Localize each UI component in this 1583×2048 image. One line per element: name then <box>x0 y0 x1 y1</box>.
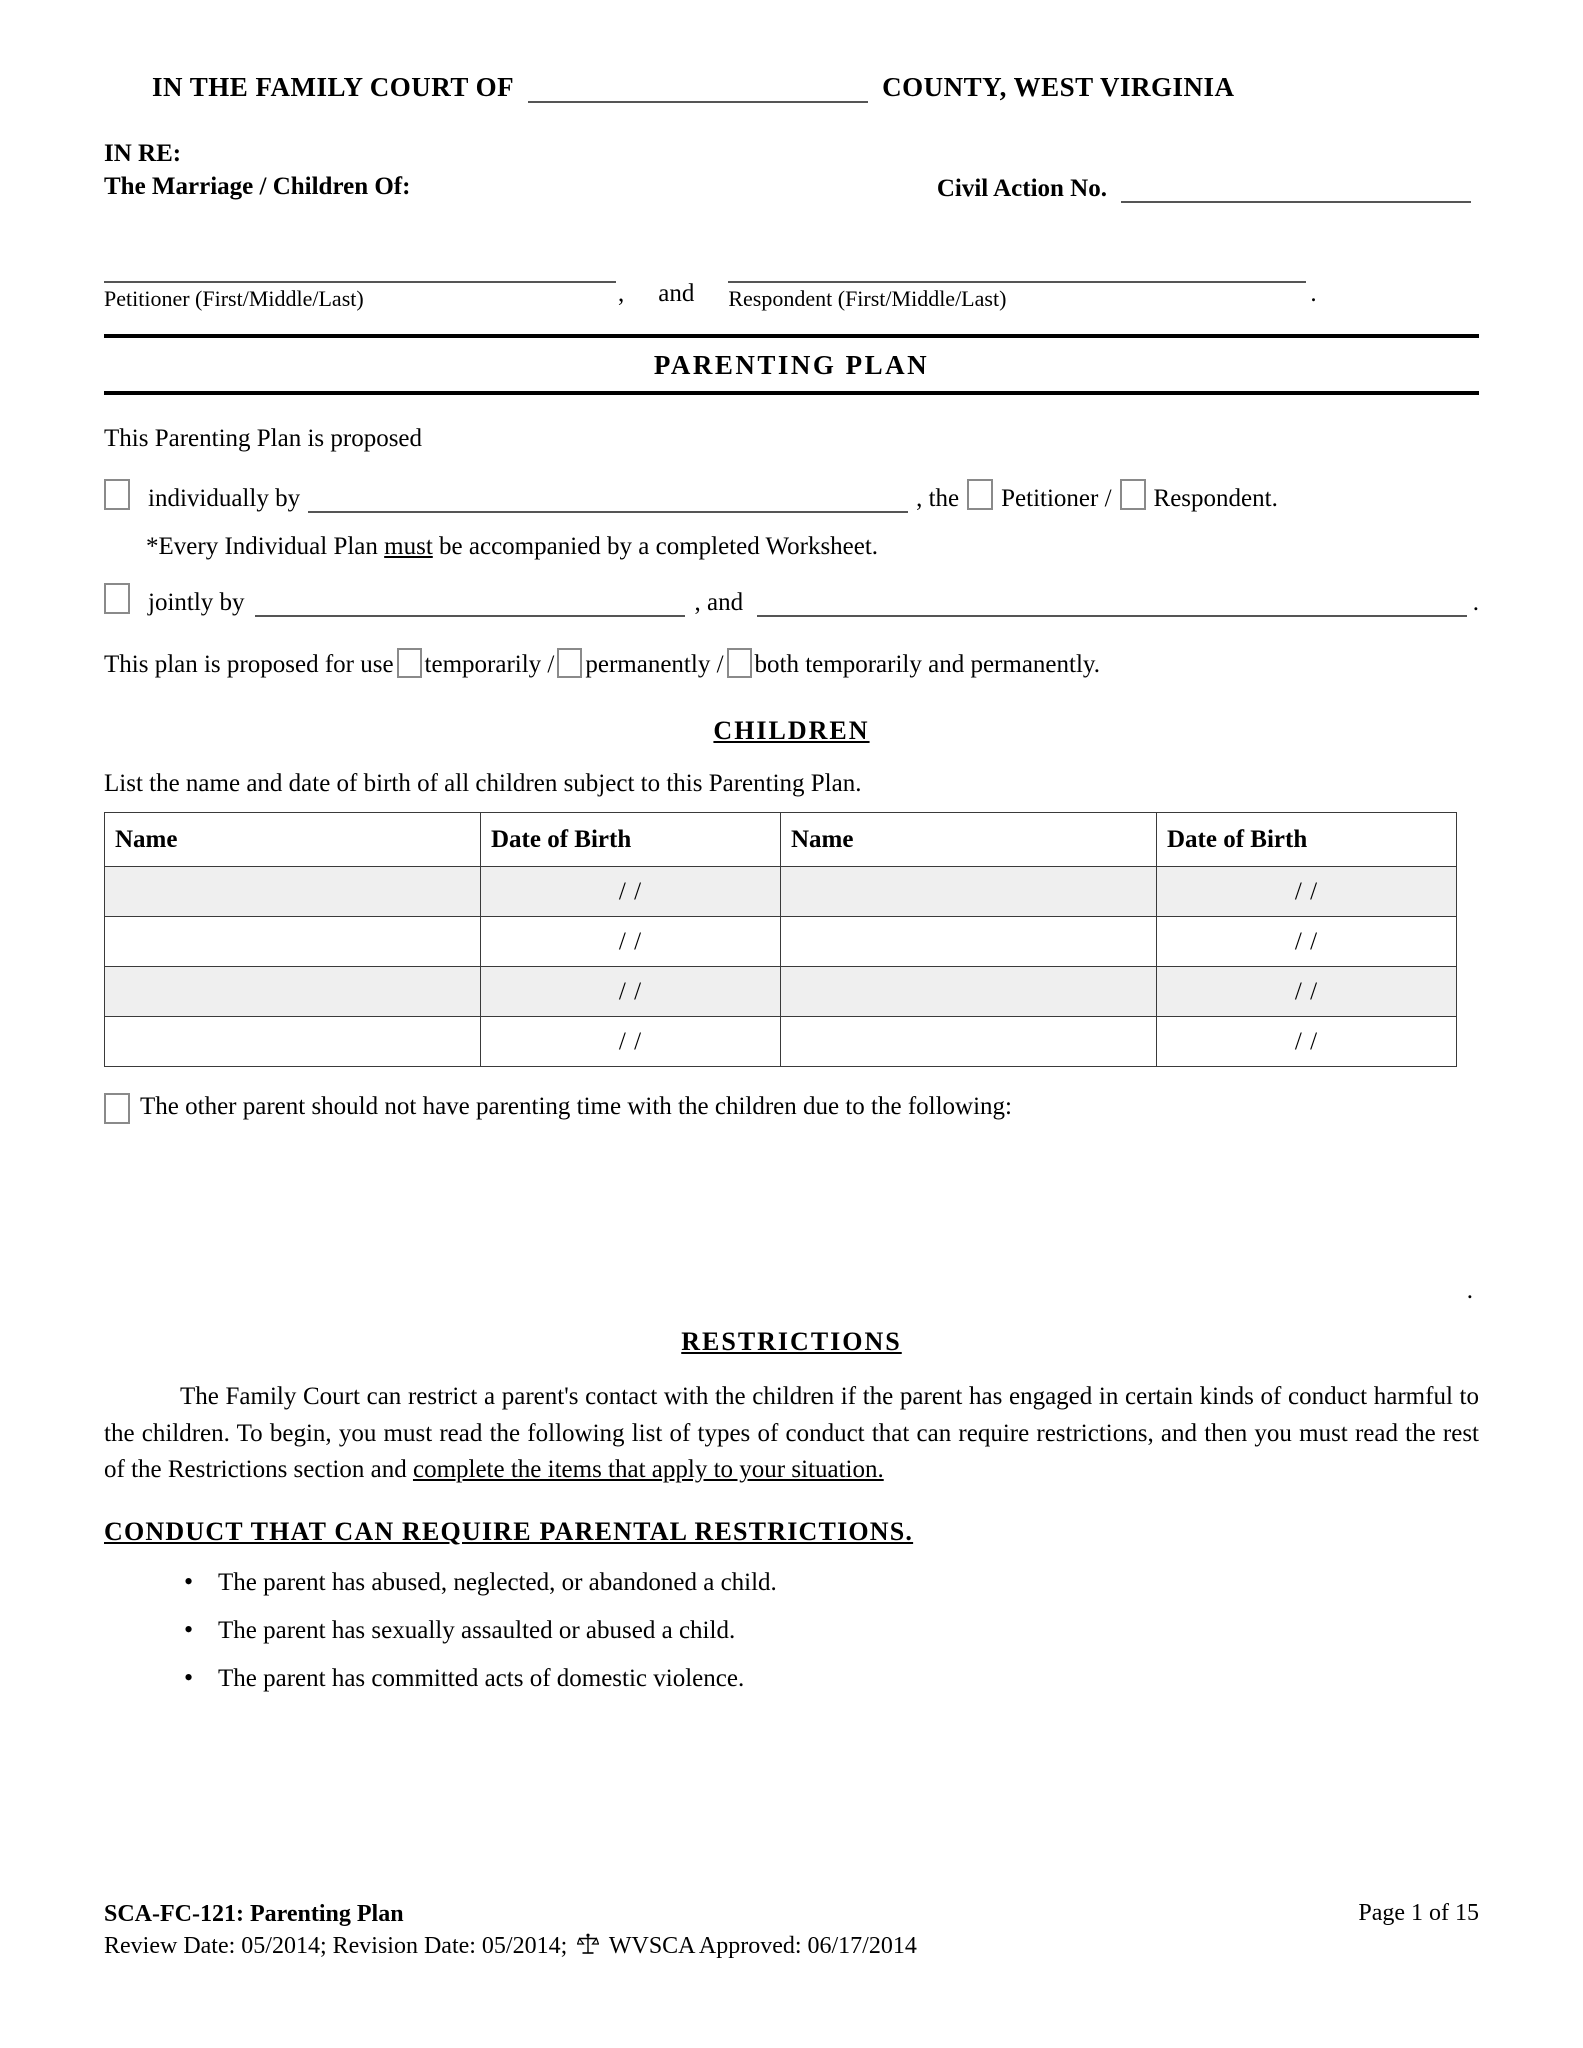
respondent-group <box>728 251 1306 312</box>
in-re-block <box>104 137 1479 203</box>
worksheet-note-post: be accompanied by a completed Worksheet. <box>432 532 879 560</box>
plan-use-prefix: This plan is proposed for use <box>104 650 394 678</box>
individually-name-blank-field[interactable] <box>308 485 908 513</box>
petitioner-option-label: Petitioner / <box>1001 484 1112 512</box>
petitioner-group <box>104 251 616 312</box>
conduct-heading-text: CONDUCT THAT CAN REQUIRE PARENTAL RESTRICTIONS. <box>104 1516 914 1546</box>
court-suffix-label: COUNTY, WEST VIRGINIA <box>882 72 1235 102</box>
checkbox-respondent[interactable] <box>1120 479 1146 510</box>
footer-review-pre: Review Date: 05/2014; Revision Date: 05/2014; <box>104 1933 568 1960</box>
checkbox-petitioner[interactable] <box>967 479 993 510</box>
table-row <box>105 867 1457 917</box>
table-row <box>105 1017 1457 1067</box>
restrictions-paragraph-lead: The Family Court can restrict a parent's contact with the children if the parent has engaged in certain kinds of conduct harmful to the children. To begin, you must read the following list of types of conduct that can require restrictions, and then you must read the rest of the Restrictions section and <box>104 1383 1479 1483</box>
table-row <box>105 967 1457 1017</box>
checkbox-both[interactable] <box>727 648 752 678</box>
footer-review-post: WVSCA Approved: 06/17/2014 <box>608 1933 917 1960</box>
list-item: • The parent has committed acts of domestic violence. <box>184 1665 1479 1693</box>
respondent-period: . <box>1310 280 1317 307</box>
page-footer <box>104 1898 1479 1965</box>
page-title: PARENTING PLAN <box>653 350 930 380</box>
conduct-heading <box>104 1517 1479 1547</box>
court-header-line <box>152 72 1479 103</box>
jointly-row <box>104 583 1479 617</box>
cell-dob-1[interactable]: / / <box>481 867 781 917</box>
form-id-label: SCA-FC-121: Parenting Plan <box>104 1901 404 1927</box>
jointly-name-2-blank-field[interactable] <box>757 589 1467 617</box>
page-content <box>104 72 1479 1693</box>
plan-use-permanently: permanently / <box>585 650 724 678</box>
in-re-group <box>104 137 410 203</box>
jointly-period: . <box>1472 588 1479 616</box>
petitioner-caption: Petitioner (First/Middle/Last) <box>104 286 364 311</box>
petitioner-comma: , <box>618 280 625 307</box>
children-heading <box>104 716 1479 746</box>
civil-action-label: Civil Action No. <box>936 175 1107 202</box>
list-item: • The parent has sexually assaulted or abused a child. <box>184 1617 1479 1645</box>
respondent-blank-field[interactable] <box>728 251 1306 283</box>
cell-name-2[interactable] <box>781 867 1157 917</box>
checkbox-no-parenting-time[interactable] <box>104 1093 130 1124</box>
column-header-dob-1: Date of Birth <box>481 813 781 867</box>
cell-name-1[interactable] <box>105 867 481 917</box>
column-header-name-2: Name <box>781 813 1157 867</box>
page-number-label: Page 1 of 15 <box>1358 1900 1479 1926</box>
worksheet-note-emphasis: must <box>384 532 433 560</box>
cell-name-2[interactable] <box>781 917 1157 967</box>
jointly-name-1-blank-field[interactable] <box>255 589 685 617</box>
footer-left-group <box>104 1898 917 1965</box>
jointly-and-label: , and <box>694 588 744 616</box>
the-label: , the <box>916 484 960 512</box>
proposal-intro: This Parenting Plan is proposed <box>104 425 423 452</box>
table-row <box>105 917 1457 967</box>
column-header-name-1: Name <box>105 813 481 867</box>
worksheet-note <box>104 533 1479 561</box>
in-re-subtitle: The Marriage / Children Of: <box>104 173 411 200</box>
respondent-option-label: Respondent. <box>1153 484 1278 512</box>
parties-row <box>104 251 1479 312</box>
cell-name-2[interactable] <box>781 967 1157 1017</box>
scales-of-justice-icon <box>577 1932 599 1965</box>
list-item: • The parent has abused, neglected, or abandoned a child. <box>184 1569 1479 1597</box>
court-prefix-label: IN THE FAMILY COURT OF <box>152 72 515 102</box>
cell-name-1[interactable] <box>105 1017 481 1067</box>
individually-label: individually by <box>148 484 301 512</box>
civil-action-blank-field[interactable] <box>1121 175 1471 203</box>
conduct-list <box>104 1569 1479 1693</box>
children-table <box>104 812 1457 1067</box>
cell-dob-1[interactable]: / / <box>481 1017 781 1067</box>
cell-dob-1[interactable]: / / <box>481 967 781 1017</box>
worksheet-note-pre: *Every Individual Plan <box>146 532 385 560</box>
plan-use-row <box>104 647 1479 683</box>
footer-review-line <box>104 1930 917 1965</box>
cell-dob-2[interactable]: / / <box>1157 917 1457 967</box>
cell-dob-2[interactable]: / / <box>1157 867 1457 917</box>
plan-use-both: both temporarily and permanently. <box>754 650 1101 678</box>
respondent-caption: Respondent (First/Middle/Last) <box>728 286 1007 311</box>
county-blank-field[interactable] <box>528 75 868 103</box>
reason-write-in-area[interactable] <box>104 1127 1479 1277</box>
jointly-label: jointly by <box>148 588 245 616</box>
restrictions-heading <box>104 1327 1479 1357</box>
cell-dob-2[interactable]: / / <box>1157 967 1457 1017</box>
children-instruction: List the name and date of birth of all children subject to this Parenting Plan. <box>104 770 862 797</box>
restrictions-heading-text: RESTRICTIONS <box>681 1327 902 1356</box>
title-rule-bottom <box>104 391 1479 395</box>
plan-use-temporarily: temporarily / <box>424 650 555 678</box>
cell-dob-2[interactable]: / / <box>1157 1017 1457 1067</box>
restrictions-paragraph <box>104 1379 1479 1489</box>
in-re-label: IN RE: <box>104 140 182 167</box>
checkbox-permanently[interactable] <box>557 648 582 678</box>
restrictions-paragraph-underlined: complete the items that apply to your situation. <box>412 1456 884 1483</box>
individually-row <box>104 479 1479 513</box>
cell-name-1[interactable] <box>105 917 481 967</box>
cell-dob-1[interactable]: / / <box>481 917 781 967</box>
civil-action-group <box>937 137 1471 203</box>
petitioner-blank-field[interactable] <box>104 251 616 283</box>
parties-and-label: and <box>658 280 695 307</box>
column-header-dob-2: Date of Birth <box>1157 813 1457 867</box>
checkbox-individually[interactable] <box>104 479 130 510</box>
cell-name-1[interactable] <box>105 967 481 1017</box>
table-header-row <box>105 813 1457 867</box>
checkbox-jointly[interactable] <box>104 583 130 614</box>
no-parenting-time-row <box>104 1093 1479 1127</box>
children-heading-text: CHILDREN <box>713 716 870 745</box>
no-parenting-time-label: The other parent should not have parenting time with the children due to the following: <box>140 1093 1012 1120</box>
reason-period: . <box>1466 1277 1473 1304</box>
cell-name-2[interactable] <box>781 1017 1157 1067</box>
checkbox-temporarily[interactable] <box>397 648 422 678</box>
